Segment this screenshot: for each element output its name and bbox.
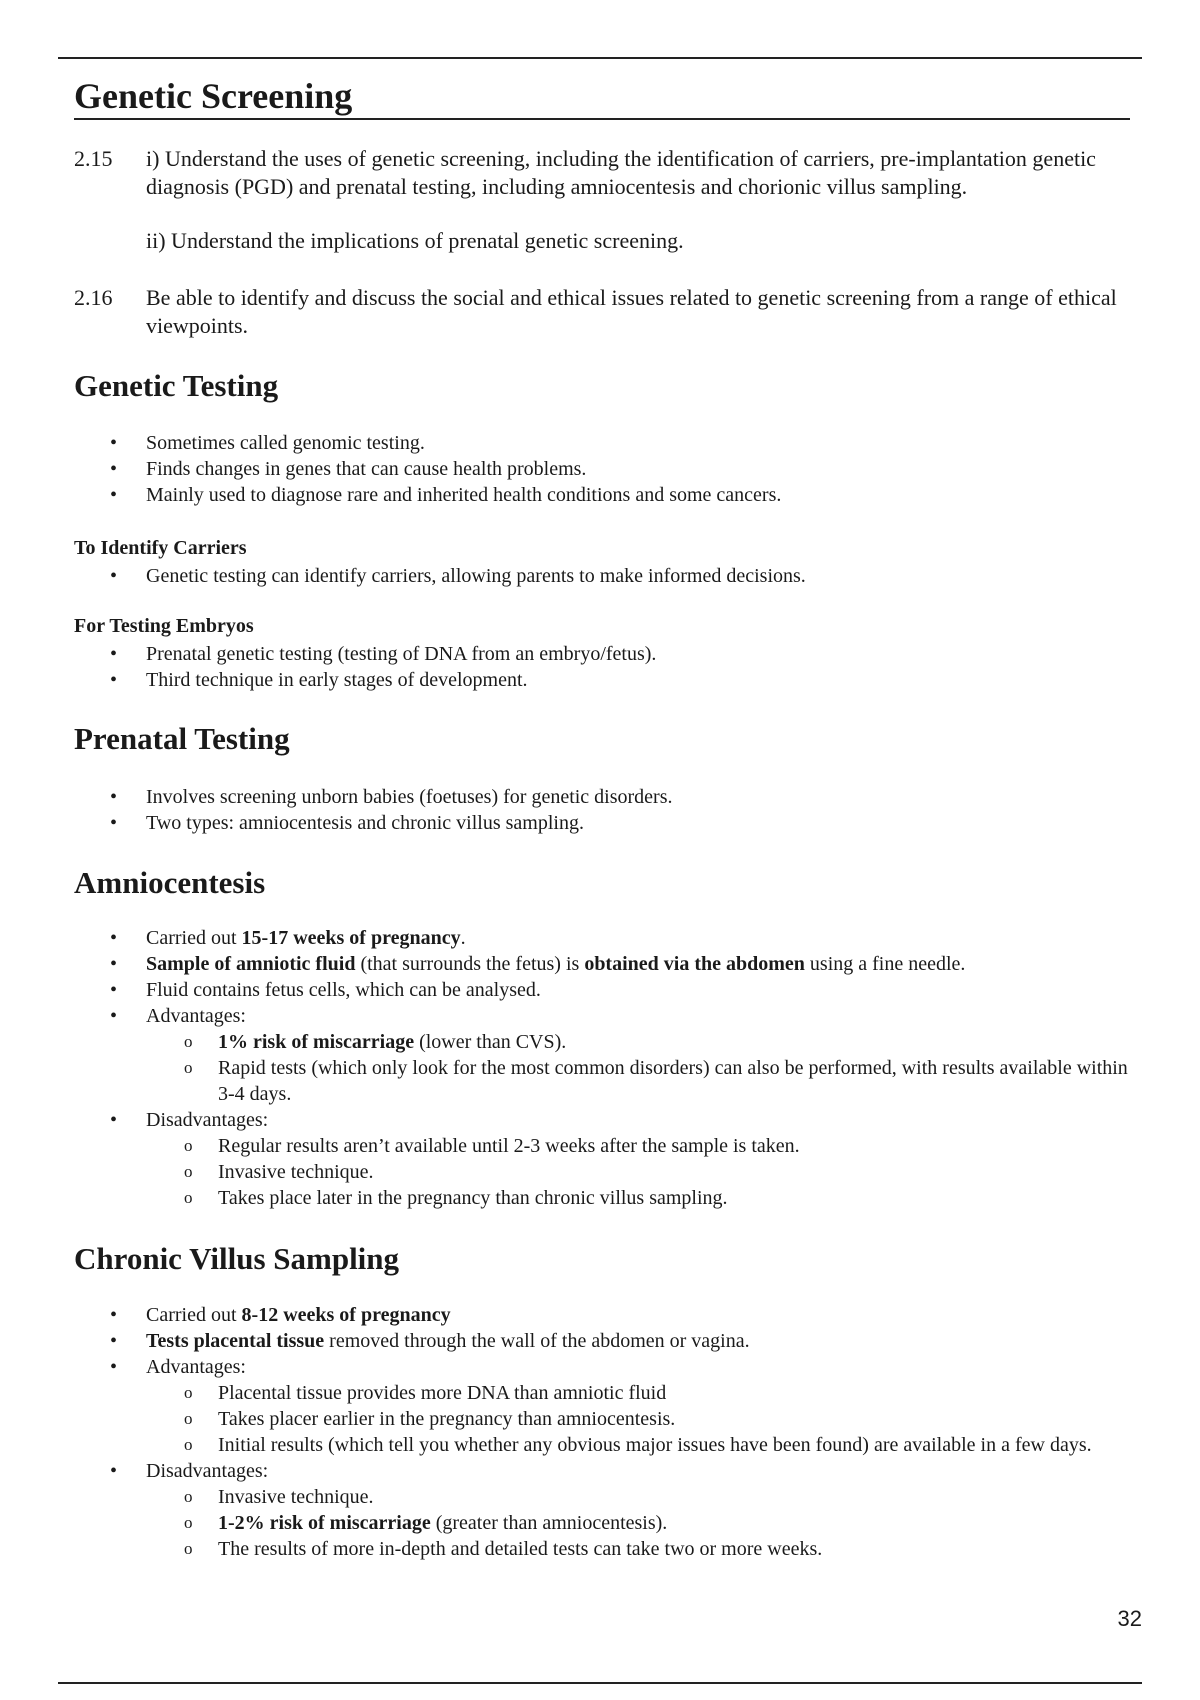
heading-prenatal-testing: Prenatal Testing (74, 721, 290, 756)
advantages-label: Advantages: (146, 1005, 246, 1027)
text: Carried out (146, 1304, 242, 1326)
bold-text: Tests placental tissue (146, 1330, 325, 1352)
sub-list-item: o Takes place later in the pregnancy than chronic villus sampling. (74, 1185, 1134, 1211)
bottom-rule (58, 1682, 1142, 1684)
advantages-sublist (146, 1029, 1134, 1107)
spec-text: Be able to identify and discuss the social and ethical issues related to genetic screening from a range of ethical viewpoints. (146, 285, 1117, 338)
spec-text: ii) Understand the implications of prenatal genetic screening. (146, 228, 684, 253)
disadvantages-sublist (146, 1133, 1134, 1211)
text: using a fine needle. (804, 953, 966, 975)
list-item: • Mainly used to diagnose rare and inherited health conditions and some cancers. (74, 482, 1134, 508)
heading-chronic-villus-sampling: Chronic Villus Sampling (74, 1241, 400, 1276)
spec-point-2-16 (74, 284, 1134, 340)
disadvantages-sublist (146, 1484, 1134, 1562)
list-item (74, 1328, 1134, 1354)
list-item (74, 1003, 1134, 1107)
bold-text: 8-12 weeks of pregnancy (241, 1304, 451, 1326)
spec-number: 2.16 (74, 285, 113, 310)
prenatal-list (74, 784, 1134, 836)
sub-list-item: o Initial results (which tell you whether any obvious major issues have been found) are available in a few days. (74, 1432, 1134, 1458)
spec-point-2-15-ii (74, 227, 1134, 255)
list-item: • Fluid contains fetus cells, which can be analysed. (74, 977, 1134, 1003)
list-item (74, 1302, 1134, 1328)
amniocentesis-list (74, 925, 1134, 1211)
text: removed through the wall of the abdomen or vagina. (324, 1330, 750, 1352)
sub-list-item: o Regular results aren’t available until 2-3 weeks after the sample is taken. (74, 1133, 1134, 1159)
bold-text: 1-2% risk of miscarriage (218, 1512, 431, 1534)
list-item: • Prenatal genetic testing (testing of DNA from an embryo/fetus). (74, 641, 1134, 667)
sub-list-item: o Placental tissue provides more DNA than amniotic fluid (74, 1380, 1134, 1406)
disadvantages-label: Disadvantages: (146, 1460, 269, 1482)
cvs-list (74, 1302, 1134, 1562)
top-rule (58, 57, 1142, 59)
page-title: Genetic Screening (74, 74, 1130, 120)
text: (greater than amniocentesis). (430, 1512, 668, 1534)
list-item (74, 1107, 1134, 1211)
list-item (74, 925, 1134, 951)
spec-point-2-15 (74, 145, 1134, 201)
sub-list-item: o The results of more in-depth and detailed tests can take two or more weeks. (74, 1536, 1134, 1562)
genetic-testing-list (74, 430, 1134, 508)
list-item: • Third technique in early stages of development. (74, 667, 1134, 693)
sub-list-item (74, 1029, 1134, 1055)
sub-list-item: o Invasive technique. (74, 1159, 1134, 1185)
text: (that surrounds the fetus) is (355, 953, 585, 975)
bold-text: obtained via the abdomen (584, 953, 805, 975)
list-item (74, 1458, 1134, 1562)
sub-list-item: o Takes placer earlier in the pregnancy than amniocentesis. (74, 1406, 1134, 1432)
sub-list-item: o Rapid tests (which only look for the most common disorders) can also be performed, with results available within 3-4 days. (74, 1055, 1134, 1107)
spec-text: i) Understand the uses of genetic screening, including the identification of carriers, pre-implantation genetic diagnosis (PGD) and prenatal testing, including amniocentesis and chorionic villus sampling. (146, 146, 1096, 199)
text: (lower than CVS). (414, 1031, 567, 1053)
list-item: • Sometimes called genomic testing. (74, 430, 1134, 456)
text: Carried out (146, 927, 242, 949)
list-item: • Genetic testing can identify carriers, allowing parents to make informed decisions. (74, 563, 1134, 589)
sub-list-item: o Invasive technique. (74, 1484, 1134, 1510)
page-number: 32 (1117, 1606, 1142, 1631)
list-item: • Involves screening unborn babies (foetuses) for genetic disorders. (74, 784, 1134, 810)
text: . (460, 927, 466, 949)
subheading-testing-embryos: For Testing Embryos (74, 615, 254, 637)
list-item: • Finds changes in genes that can cause health problems. (74, 456, 1134, 482)
bold-text: 15-17 weeks of pregnancy (241, 927, 461, 949)
list-item (74, 1354, 1134, 1458)
list-item (74, 951, 1134, 977)
disadvantages-label: Disadvantages: (146, 1109, 269, 1131)
embryos-list (74, 641, 1134, 693)
spec-number: 2.15 (74, 146, 113, 171)
bold-text: Sample of amniotic fluid (146, 953, 356, 975)
subheading-identify-carriers: To Identify Carriers (74, 537, 247, 559)
bold-text: 1% risk of miscarriage (218, 1031, 415, 1053)
advantages-sublist (146, 1380, 1134, 1458)
heading-genetic-testing: Genetic Testing (74, 368, 279, 403)
sub-list-item (74, 1510, 1134, 1536)
advantages-label: Advantages: (146, 1356, 246, 1378)
heading-amniocentesis: Amniocentesis (74, 865, 266, 900)
carriers-list (74, 563, 1134, 589)
list-item: • Two types: amniocentesis and chronic villus sampling. (74, 810, 1134, 836)
